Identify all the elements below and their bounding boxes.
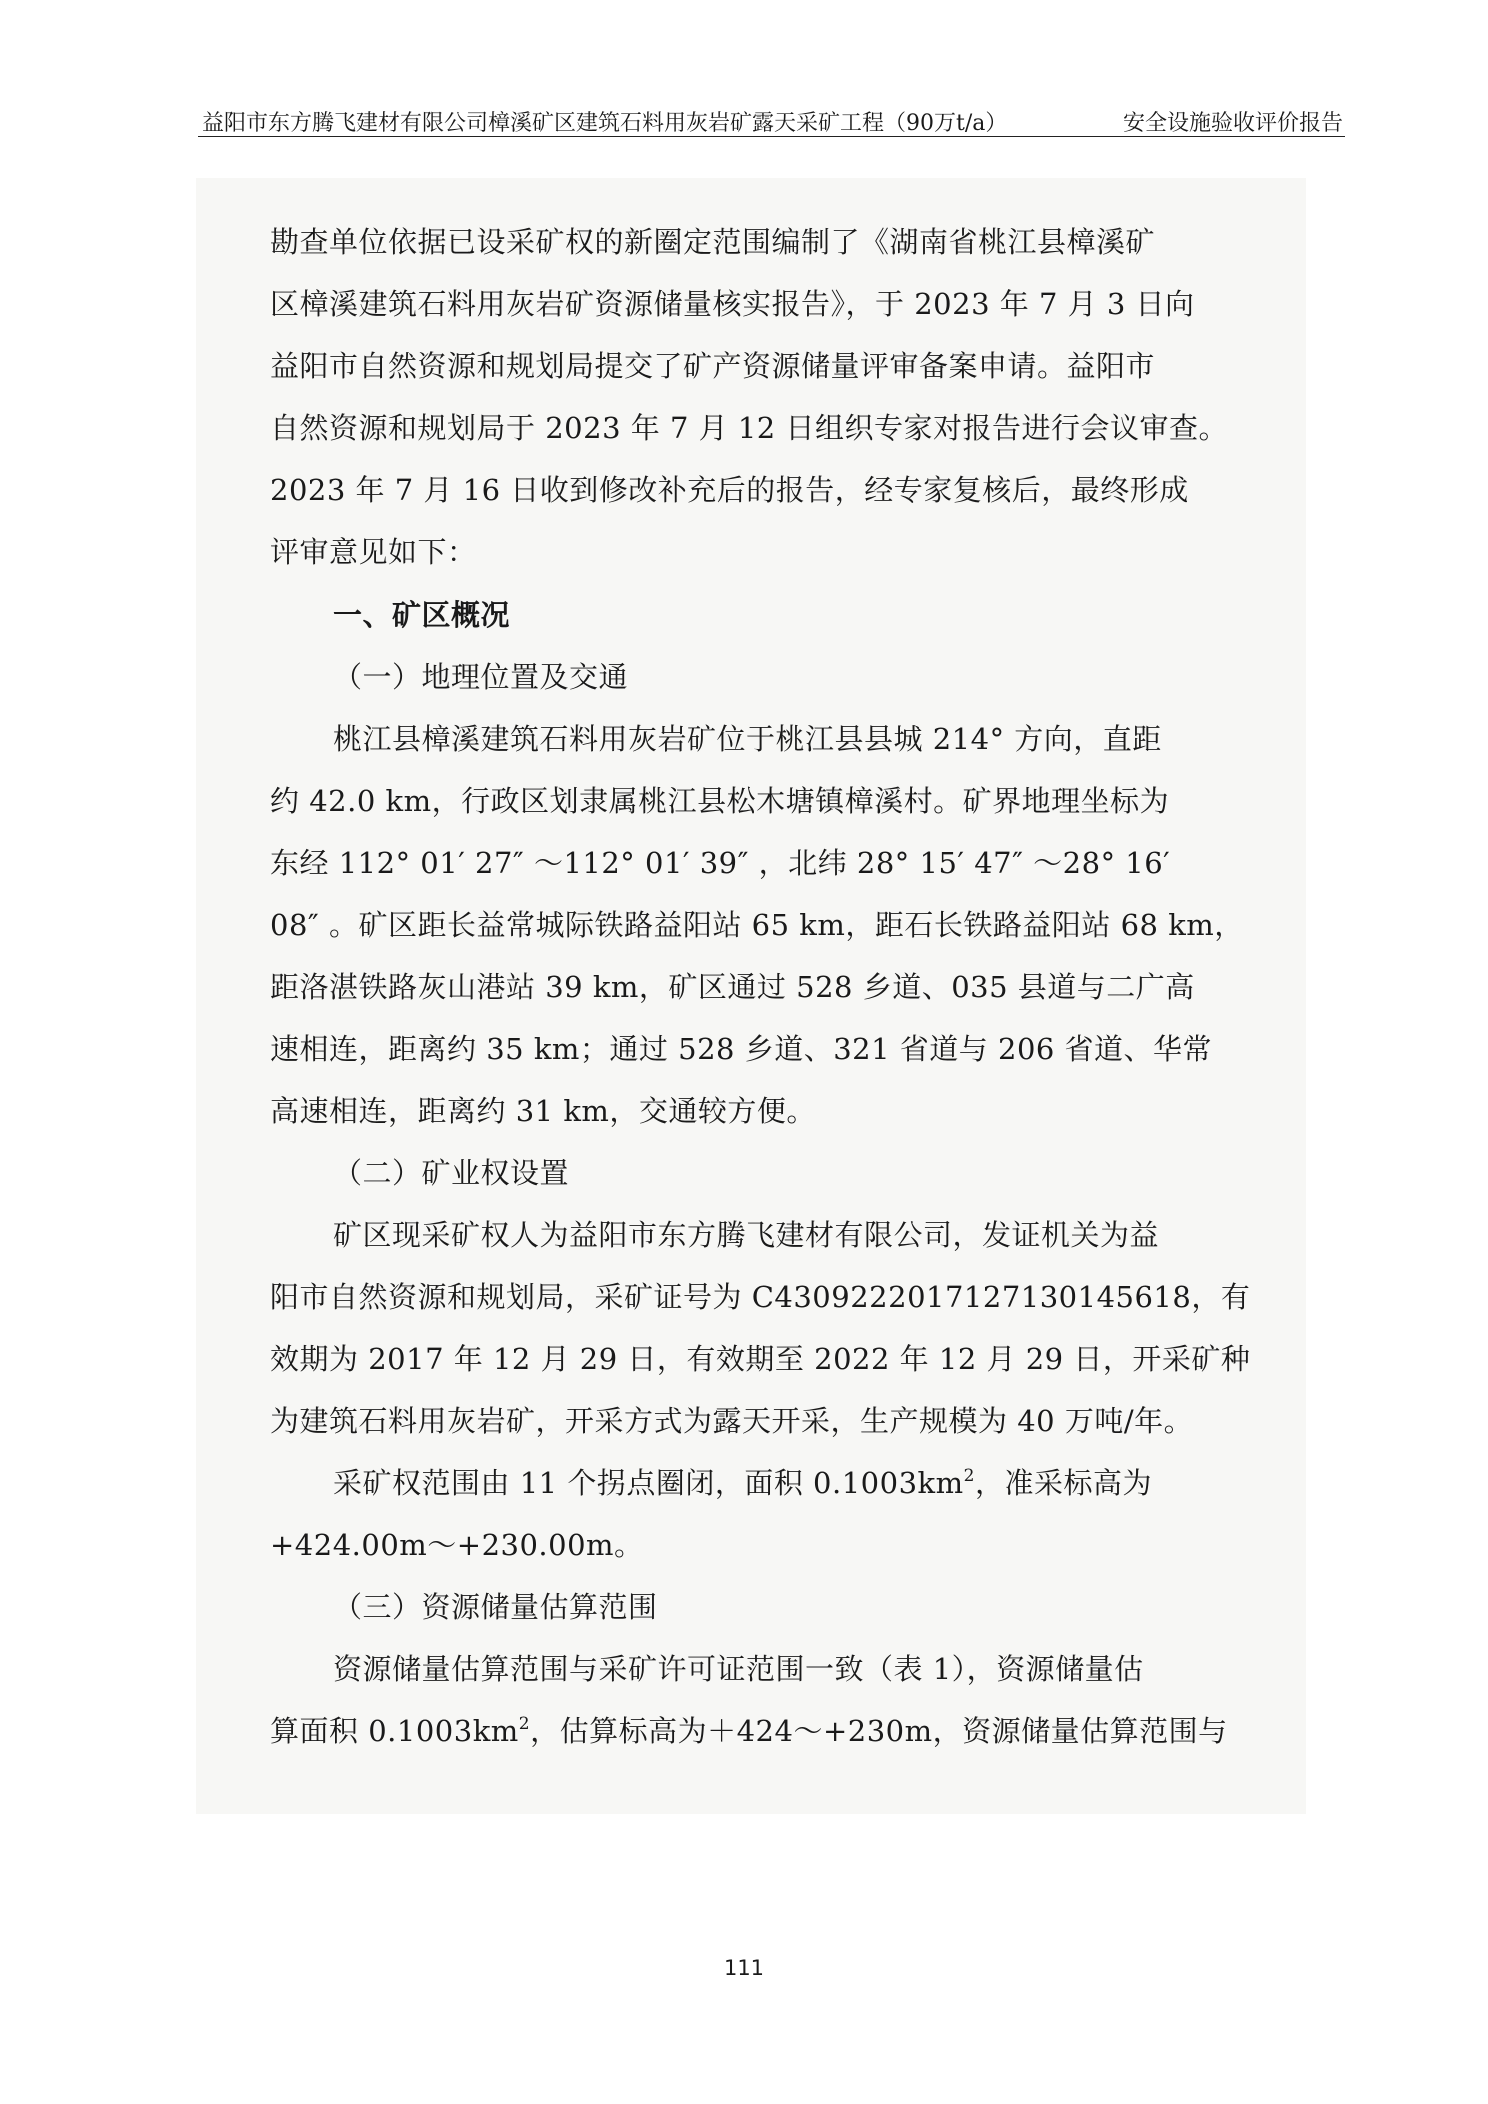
body-line: 评审意见如下： xyxy=(270,535,477,569)
body-line: 自然资源和规划局于 2023 年 7 月 12 日组织专家对报告进行会议审查。 xyxy=(270,411,1228,445)
section-heading: 一、矿区概况 xyxy=(333,598,511,632)
body-line: 矿区现采矿权人为益阳市东方腾飞建材有限公司，发证机关为益 xyxy=(333,1218,1160,1252)
header-title: 益阳市东方腾飞建材有限公司樟溪矿区建筑石料用灰岩矿露天采矿工程（90万t/a） xyxy=(202,111,1008,136)
superscript-2: 2 xyxy=(963,1466,975,1486)
body-line: 高速相连，距离约 31 km，交通较方便。 xyxy=(270,1094,816,1128)
body-line: 阳市自然资源和规划局，采矿证号为 C4309222017127130145618，有 xyxy=(270,1280,1251,1314)
body-line xyxy=(270,1714,1228,1748)
mining-elevation-text: ，准采标高为 xyxy=(974,1466,1152,1500)
body-line xyxy=(333,1466,1152,1500)
mining-area-text: 采矿权范围由 11 个拐点圈闭，面积 0.1003km xyxy=(333,1466,964,1500)
header-report-type: 安全设施验收评价报告 xyxy=(1122,111,1343,136)
body-line: 桃江县樟溪建筑石料用灰岩矿位于桃江县县城 214° 方向，直距 xyxy=(333,722,1162,756)
subsection-heading: （一）地理位置及交通 xyxy=(333,660,629,694)
page-number: 111 xyxy=(723,1956,765,1980)
body-line: 资源储量估算范围与采矿许可证范围一致（表 1），资源储量估 xyxy=(333,1652,1144,1686)
estimate-area-text: 算面积 0.1003km xyxy=(270,1714,519,1748)
body-line: 2023 年 7 月 16 日收到修改补充后的报告，经专家复核后，最终形成 xyxy=(270,473,1189,507)
body-line: 区樟溪建筑石料用灰岩矿资源储量核实报告》，于 2023 年 7 月 3 日向 xyxy=(270,287,1195,321)
body-line: 东经 112° 01′ 27″ ～112° 01′ 39″ ，北纬 28° 15′ 47″ ～28° 16′ xyxy=(270,846,1171,880)
body-line: 08″ 。矿区距长益常城际铁路益阳站 65 km，距石长铁路益阳站 68 km， xyxy=(270,908,1244,942)
estimate-elevation-text: ，估算标高为＋424～+230m，资源储量估算范围与 xyxy=(530,1714,1228,1748)
page-header xyxy=(198,102,1345,137)
subsection-heading: （三）资源储量估算范围 xyxy=(333,1590,658,1624)
subsection-heading: （二）矿业权设置 xyxy=(333,1156,570,1190)
body-line: 约 42.0 km，行政区划隶属桃江县松木塘镇樟溪村。矿界地理坐标为 xyxy=(270,784,1170,818)
body-line: 为建筑石料用灰岩矿，开采方式为露天开采，生产规模为 40 万吨/年。 xyxy=(270,1404,1194,1438)
superscript-2: 2 xyxy=(518,1714,531,1734)
body-line: 益阳市自然资源和规划局提交了矿产资源储量评审备案申请。益阳市 xyxy=(270,349,1156,383)
body-line: 速相连，距离约 35 km；通过 528 乡道、321 省道与 206 省道、华常 xyxy=(270,1032,1213,1066)
body-line: 勘查单位依据已设采矿权的新圈定范围编制了《湖南省桃江县樟溪矿 xyxy=(270,225,1156,259)
body-line: 效期为 2017 年 12 月 29 日，有效期至 2022 年 12 月 29 日，开采矿种 xyxy=(270,1342,1251,1376)
body-line: +424.00m～+230.00m。 xyxy=(270,1528,644,1562)
body-line: 距洛湛铁路灰山港站 39 km，矿区通过 528 乡道、035 县道与二广高 xyxy=(270,970,1195,1004)
